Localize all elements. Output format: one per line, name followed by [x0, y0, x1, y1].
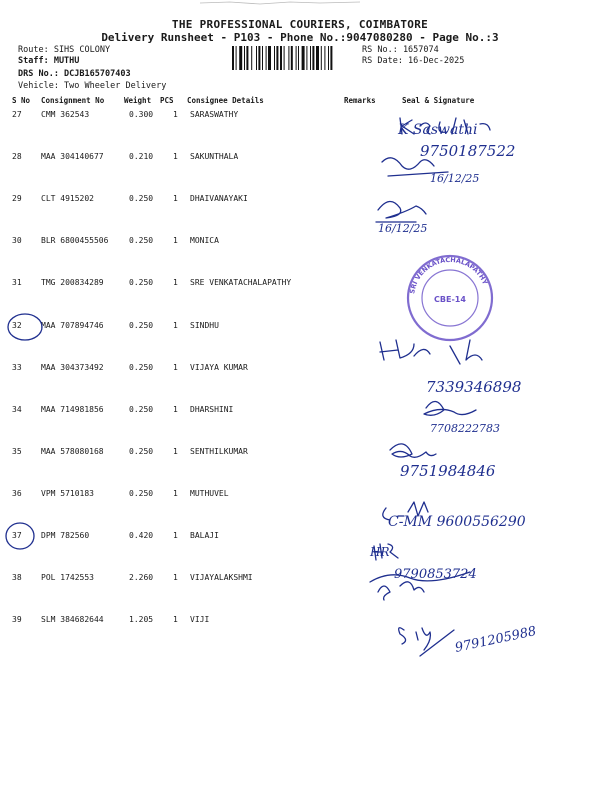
row-consignment-no: MAA 304373492	[41, 362, 104, 372]
handwritten-phone-27: 9750187522	[420, 142, 516, 160]
row-pcs: 1	[173, 573, 178, 583]
col-header-consignment: Consignment No	[41, 96, 105, 105]
handwritten-phone-36: C-MM 9600556290	[388, 514, 526, 530]
barcode-bar	[306, 46, 307, 70]
barcode-bar	[268, 46, 271, 70]
row-sno: 39	[12, 615, 22, 625]
row-sno: 37	[12, 531, 22, 540]
row-weight: 0.250	[129, 194, 154, 204]
barcode-bar	[246, 46, 248, 70]
row-pcs: 1	[173, 362, 178, 372]
handwritten-phone-39: 9791205988	[453, 624, 538, 656]
row-consignee: SAKUNTHALA	[190, 152, 239, 162]
sno-circle-marks	[0, 300, 50, 560]
signature-39-scrawl	[399, 628, 454, 656]
row-pcs: 1	[173, 531, 178, 540]
barcode-bar	[321, 46, 322, 70]
col-header-seal: Seal & Signature	[402, 96, 475, 105]
barcode-bar	[284, 46, 285, 70]
row-consignee: DHAIVANAYAKI	[190, 194, 248, 204]
row-weight: 0.250	[129, 404, 154, 414]
stamp-code: CBE-14	[434, 295, 466, 304]
barcode-bar	[256, 46, 257, 70]
barcode-bar	[324, 46, 325, 70]
barcode-bar	[280, 46, 282, 70]
barcode-bar	[274, 46, 275, 70]
row-weight: 0.250	[129, 488, 154, 498]
signatures-area	[360, 112, 600, 672]
row-consignee: SRE VENKATACHALAPATHY	[190, 278, 292, 288]
barcode-bar	[310, 46, 311, 70]
circle-mark-37	[6, 523, 34, 549]
row-pcs: 1	[173, 110, 178, 119]
row-pcs: 1	[173, 278, 178, 288]
row-consignee: BALAJI	[190, 531, 219, 540]
row-sno: 33	[12, 362, 22, 372]
row-consignee: VIJAYALAKSHMI	[190, 573, 253, 583]
row-consignee: SINDHU	[190, 320, 219, 330]
row-pcs: 1	[173, 152, 178, 162]
row-pcs: 1	[173, 488, 178, 498]
handwritten-phone-35: 9751984846	[400, 462, 496, 480]
barcode-bar	[236, 46, 237, 70]
handwritten-phone-38: 9790853724	[394, 567, 477, 582]
row-consignee: VIJI	[190, 615, 210, 625]
row-sno: 27	[12, 110, 22, 119]
row-weight: 0.420	[129, 531, 154, 540]
barcode-bar	[258, 46, 260, 70]
handwritten-phone-34: 7708222783	[430, 422, 500, 435]
handwritten-date-29: 16/12/25	[378, 222, 428, 235]
row-weight: 0.210	[129, 152, 154, 162]
barcode-bar	[296, 46, 297, 70]
row-consignee: SENTHILKUMAR	[190, 446, 248, 456]
row-sno: 28	[12, 152, 22, 162]
row-sno: 38	[12, 573, 22, 583]
row-weight: 1.205	[129, 615, 154, 625]
row-sno: 35	[12, 446, 22, 456]
signature-35-scrawl	[390, 444, 436, 457]
row-consignment-no: MAA 304140677	[41, 152, 104, 162]
vehicle-label: Vehicle: Two Wheeler Delivery	[18, 81, 167, 91]
row-consignment-no: MAA 707894746	[41, 320, 104, 330]
col-header-pcs: PCS	[160, 96, 174, 105]
barcode-bar	[330, 46, 332, 70]
signature-29-scrawl	[376, 201, 426, 222]
row-weight: 0.250	[129, 320, 154, 330]
row-pcs: 1	[173, 236, 178, 246]
row-sno: 29	[12, 194, 22, 204]
row-weight: 0.250	[129, 236, 154, 246]
col-header-sno: S No	[12, 96, 31, 105]
circle-mark-32	[8, 314, 42, 340]
barcode-bar	[328, 46, 329, 70]
row-consignment-no: TMG 200834289	[41, 278, 104, 288]
barcode-bar	[266, 46, 267, 70]
row-pcs: 1	[173, 320, 178, 330]
barcode-bar	[312, 46, 314, 70]
staff-label: Staff: MUTHU	[18, 56, 80, 66]
row-weight: 0.250	[129, 278, 154, 288]
row-consignment-no: POL 1742553	[41, 573, 94, 583]
route-label: Route: SIHS COLONY	[18, 45, 111, 55]
runsheet-subtitle: Delivery Runsheet - P103 - Phone No.:9047080280 - Page No.:3	[101, 31, 499, 44]
stamp-text: SRI VENKATACHALAPATHY	[408, 255, 490, 295]
row-sno: 32	[12, 320, 22, 330]
row-weight: 0.250	[129, 446, 154, 456]
row-consignment-no: BLR 6800455506	[41, 236, 109, 246]
row-sno: 30	[12, 236, 22, 246]
row-consignee: MONICA	[190, 236, 219, 246]
row-pcs: 1	[173, 194, 178, 204]
row-consignment-no: CMM 362543	[41, 110, 90, 119]
barcode-bar	[262, 46, 263, 70]
barcode-bar	[239, 46, 242, 70]
row-sno: 34	[12, 404, 22, 414]
barcode-bar	[298, 46, 299, 70]
row-consignment-no: SLM 384682644	[41, 615, 104, 625]
torn-top-edge	[200, 0, 360, 10]
row-consignment-no: CLT 4915202	[41, 194, 94, 204]
signature-33-scrawl	[380, 340, 482, 364]
row-pcs: 1	[173, 404, 178, 414]
company-title: THE PROFESSIONAL COURIERS, COIMBATORE	[171, 18, 429, 31]
barcode-bar	[291, 46, 293, 70]
row-sno: 36	[12, 488, 22, 498]
col-header-remarks: Remarks	[344, 96, 376, 105]
row-weight: 0.250	[129, 362, 154, 372]
row-consignment-no: DPM 782560	[41, 531, 90, 540]
barcode-image	[232, 46, 356, 70]
signature-34-scrawl	[424, 401, 476, 415]
barcode-bar	[276, 46, 278, 70]
barcode-bar	[251, 46, 252, 70]
handwritten-date-28: 16/12/25	[430, 172, 480, 185]
row-consignee: DHARSHINI	[190, 404, 234, 414]
rs-date: RS Date: 16-Dec-2025	[362, 56, 465, 66]
rs-number: RS No.: 1657074	[362, 45, 439, 55]
barcode-bar	[316, 46, 319, 70]
handwritten-name-27: K Saswathi	[398, 122, 478, 138]
drs-number: DRS No.: DCJB165707403	[18, 69, 131, 79]
barcode-bar	[288, 46, 289, 70]
row-weight: 0.300	[129, 110, 154, 119]
seal-stamp	[408, 256, 492, 340]
barcode-bar	[244, 46, 245, 70]
row-sno: 31	[12, 278, 22, 288]
svg-text:SRI VENKATACHALAPATHY	[408, 256, 489, 294]
row-pcs: 1	[173, 446, 178, 456]
row-consignment-no: VPM 5710183	[41, 488, 94, 498]
handwritten-phone-33: 7339346898	[426, 378, 522, 396]
row-consignment-no: MAA 714981856	[41, 404, 104, 414]
row-consignee: MUTHUVEL	[190, 488, 229, 498]
row-consignee: VIJAYA KUMAR	[190, 362, 248, 372]
col-header-consignee: Consignee Details	[187, 96, 264, 105]
barcode-bar	[302, 46, 305, 70]
row-weight: 2.260	[129, 573, 154, 583]
row-consignee: SARASWATHY	[190, 110, 239, 119]
row-pcs: 1	[173, 615, 178, 625]
handwritten-note-37: HR	[370, 545, 390, 559]
row-consignment-no: MAA 578080168	[41, 446, 104, 456]
barcode-bar	[232, 46, 234, 70]
col-header-weight: Weight	[124, 96, 152, 105]
